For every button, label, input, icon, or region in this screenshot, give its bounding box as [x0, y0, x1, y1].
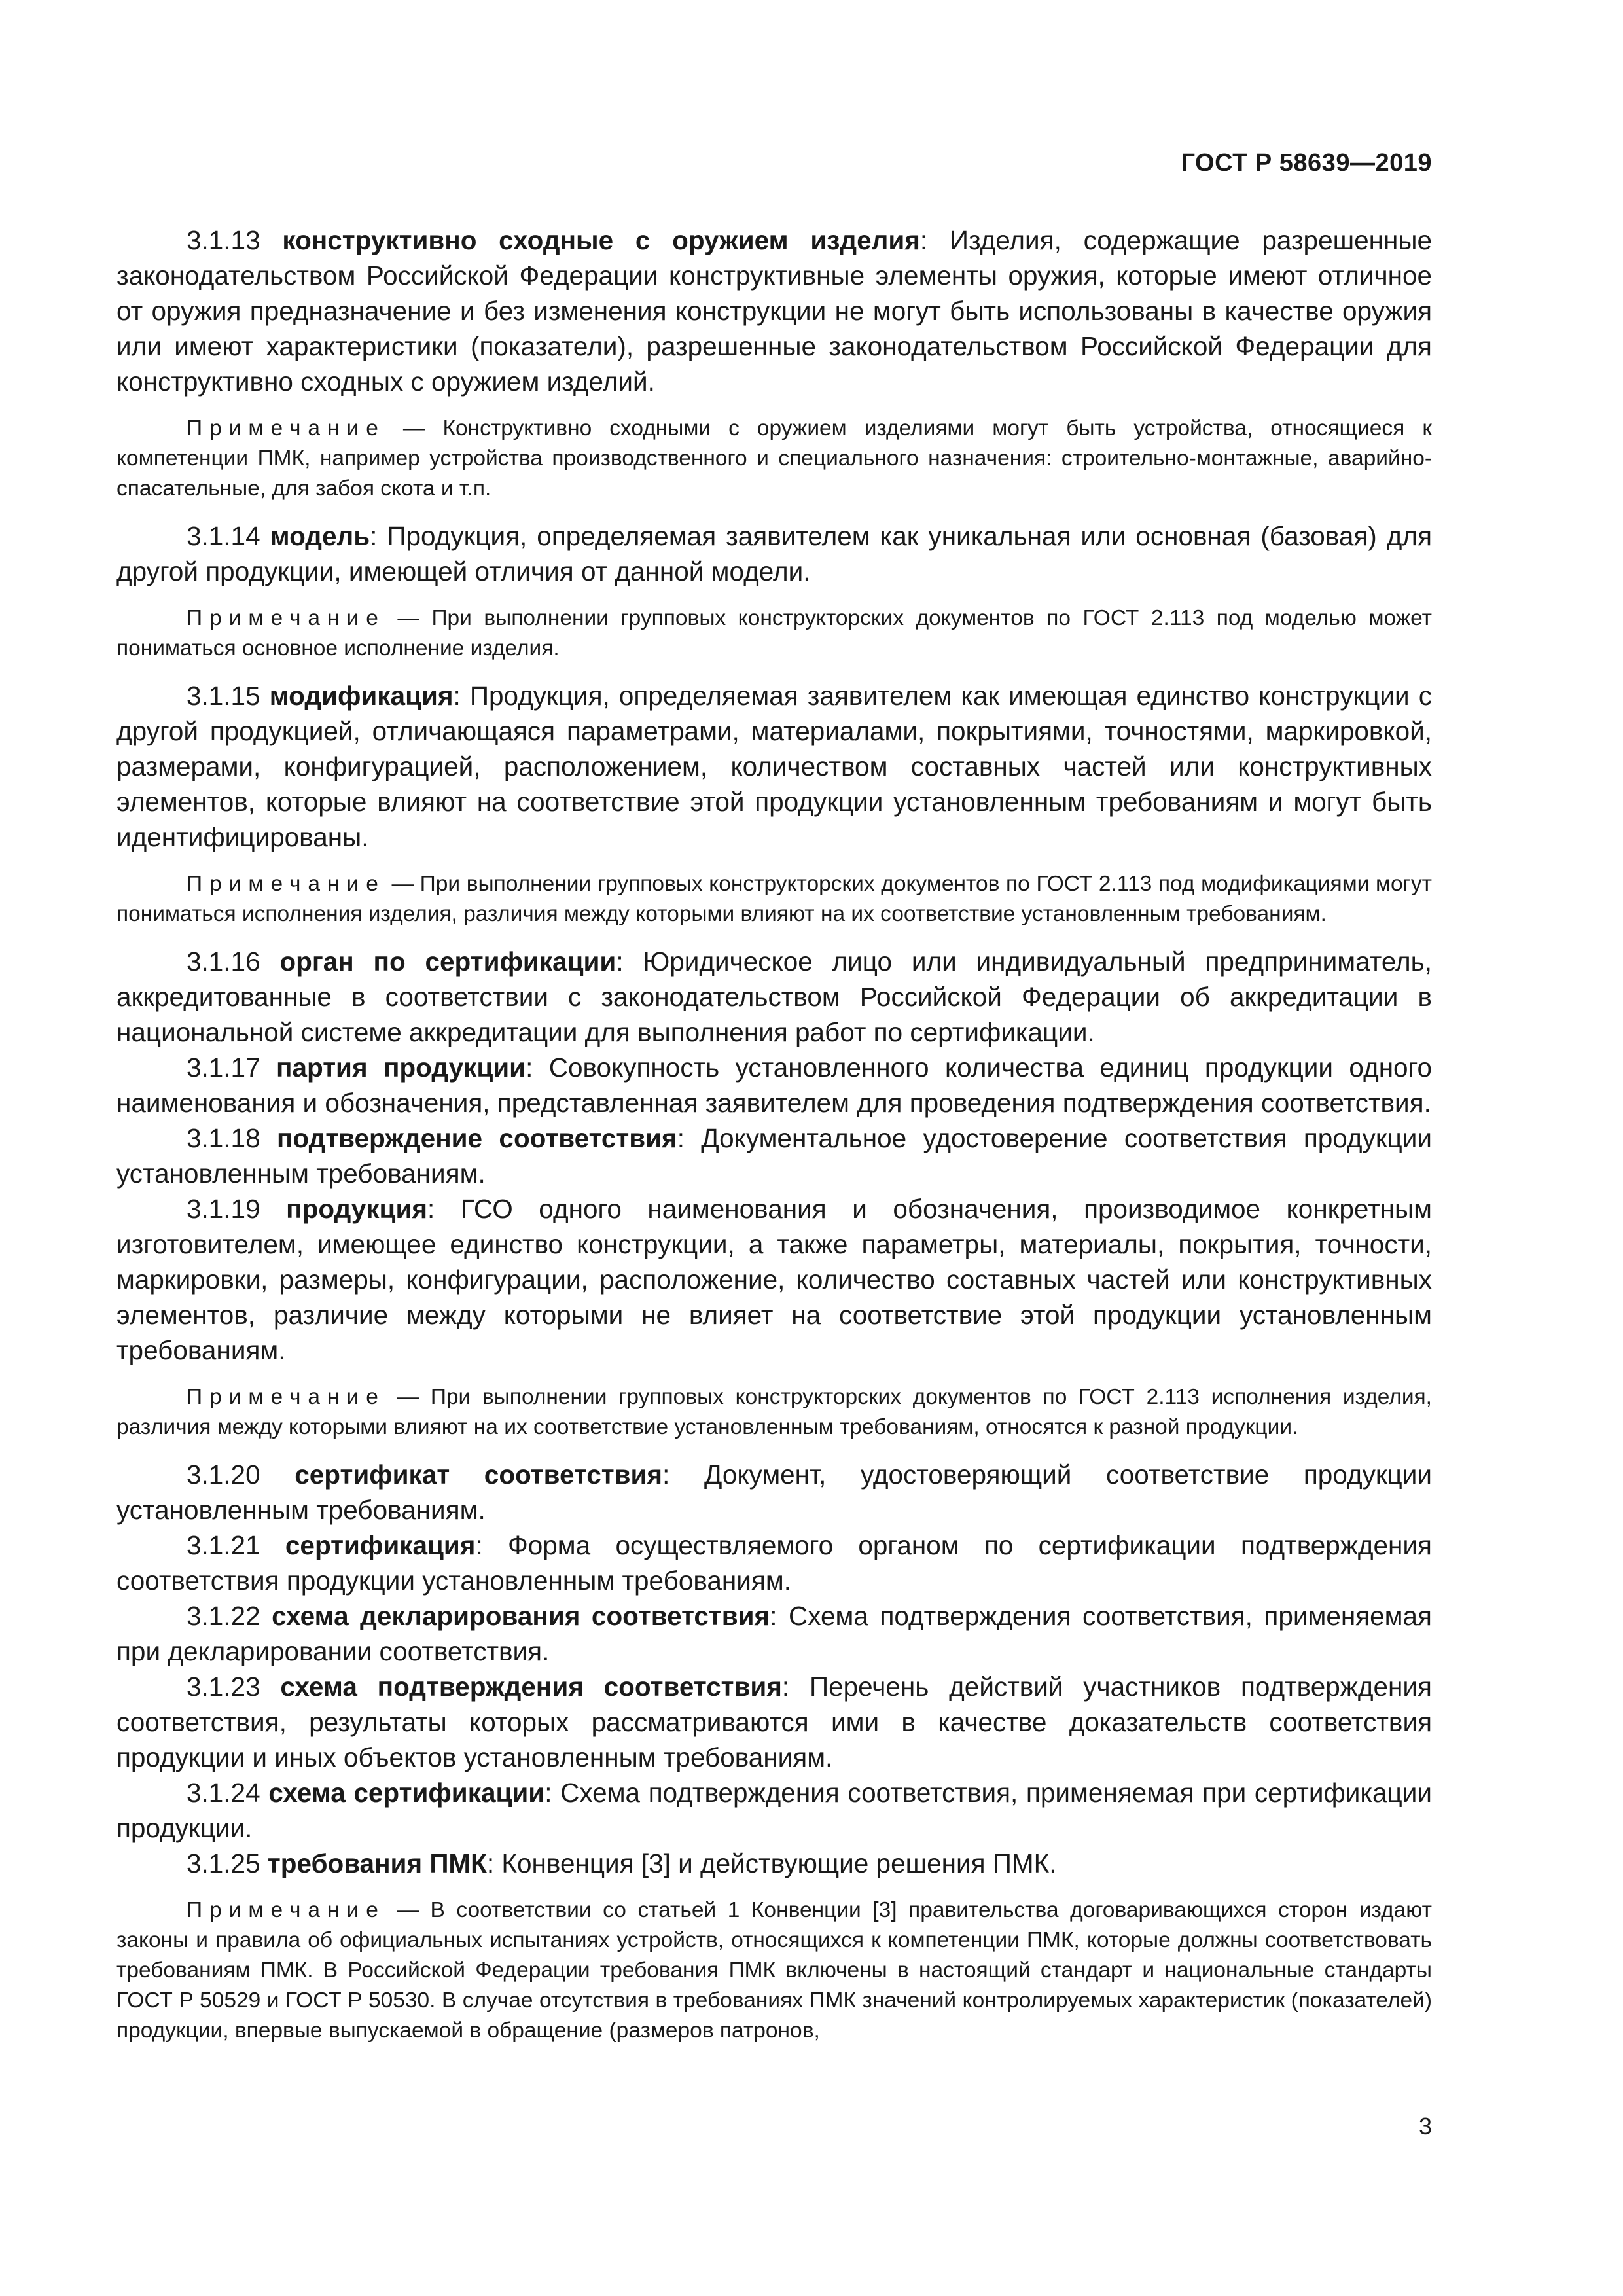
term-name: требования ПМК: [267, 1848, 487, 1878]
term-definition: Изделия, содержащие разрешенные законодательством Российской Федерации конструктивные элементы оружия, которые имеют отличное от оружия предназначение и без изменения конструкции не могут быть использованы в качестве оружия или имеют характеристики (показатели), разрешенные законодательством Российской Федерации для конструктивно сходных с оружием изделий.: [116, 225, 1432, 397]
term-definition: Продукция, определяемая заявителем как уникальная или основная (базовая) для другой продукции, имеющей отличия от данной модели.: [116, 521, 1432, 586]
term-name: модель: [270, 521, 370, 551]
term-number: 3.1.15: [187, 681, 260, 711]
term-3-1-24: 3.1.24 схема сертификации: Схема подтверждения соответствия, применяемая при сертификации продукции.: [116, 1778, 1432, 1843]
note-3-1-19: Примечание — При выполнении групповых конструкторских документов по ГОСТ 2.113 исполнения изделия, различия между которыми влияют на их соответствие установленным требованиям, относятся к разной продукции.: [116, 1385, 1432, 1439]
term-name: схема декларирования соответствия: [272, 1601, 770, 1631]
note-3-1-14: Примечание — При выполнении групповых конструкторских документов по ГОСТ 2.113 под моделью может пониматься основное исполнение изделия.: [116, 606, 1432, 660]
term-number: 3.1.25: [187, 1848, 260, 1878]
term-definition: Продукция, определяемая заявителем как имеющая единство конструкции с другой продукцией, отличающаяся параметрами, материалами, покрытиями, точностями, маркировкой, размерами, конфигурацией, расположением, количеством составных частей или конструктивных элементов, которые влияют на соответствие этой продукции установленным требованиям и могут быть идентифицированы.: [116, 681, 1432, 852]
note-text: При выполнении групповых конструкторских документов по ГОСТ 2.113 под модификациями могут пониматься исполнения изделия, различия между которыми влияют на их соответствие установленным требованиям.: [116, 872, 1432, 926]
term-number: 3.1.20: [187, 1460, 260, 1490]
term-name: конструктивно сходные с оружием изделия: [282, 225, 920, 255]
note-text: При выполнении групповых конструкторских документов по ГОСТ 2.113 исполнения изделия, различия между которыми влияют на их соответствие установленным требованиям, относятся к разной продукции.: [116, 1385, 1432, 1439]
term-name: сертификация: [285, 1530, 476, 1560]
term-definition: Конвенция [3] и действующие решения ПМК.: [501, 1848, 1057, 1878]
term-name: орган по сертификации: [279, 946, 616, 977]
note-3-1-25: Примечание — В соответствии со статьей 1 Конвенции [3] правительства договаривающихся сторон издают законы и правила об официальных испытаниях устройств, относящихся к компетенции ПМК, которые должны соответствовать требованиям ПМК. В Российской Федерации требования ПМК включены в настоящий стандарт и национальные стандарты ГОСТ Р 50529 и ГОСТ Р 50530. В случае отсутствия в требованиях ПМК значений контролируемых характеристик (показателей) продукции, впервые выпускаемой в обращение (размеров патронов,: [116, 1898, 1432, 2043]
term-definition: Юридическое лицо или индивидуальный предприниматель, аккредитованные в соответствии с законодательством Российской Федерации об аккредитации в национальной системе аккредитации для выполнения работ по сертификации.: [116, 946, 1432, 1047]
term-3-1-23: 3.1.23 схема подтверждения соответствия: Перечень действий участников подтверждения соответствия, результаты которых рассматриваются ими в качестве доказательств соответствия продукции и иных объектов установленным требованиям.: [116, 1672, 1432, 1772]
term-3-1-22: 3.1.22 схема декларирования соответствия: Схема подтверждения соответствия, применяемая при декларировании соответствия.: [116, 1601, 1432, 1666]
note-3-1-13: Примечание — Конструктивно сходными с оружием изделиями могут быть устройства, относящиеся к компетенции ПМК, например устройства производственного и специального назначения: строительно-монтажные, аварийно-спасательные, для забоя скота и т.п.: [116, 416, 1432, 501]
term-definition: Перечень действий участников подтверждения соответствия, результаты которых рассматриваются ими в качестве доказательств соответствия продукции и иных объектов установленным требованиям.: [116, 1672, 1432, 1772]
term-name: партия продукции: [276, 1052, 526, 1083]
term-definition: Совокупность установленного количества единиц продукции одного наименования и обозначения, представленная заявителем для проведения подтверждения соответствия.: [116, 1052, 1432, 1118]
note-label: Примечание: [187, 606, 385, 630]
term-3-1-16: 3.1.16 орган по сертификации: Юридическое лицо или индивидуальный предприниматель, аккредитованные в соответствии с законодательством Российской Федерации об аккредитации в национальной системе аккредитации для выполнения работ по сертификации.: [116, 946, 1432, 1047]
term-3-1-13: 3.1.13 конструктивно сходные с оружием изделия: Изделия, содержащие разрешенные законодательством Российской Федерации конструктивные элементы оружия, которые имеют отличное от оружия предназначение и без изменения конструкции не могут быть использованы в качестве оружия или имеют характеристики (показатели), разрешенные законодательством Российской Федерации для конструктивно сходных с оружием изделий.: [116, 225, 1432, 397]
term-name: подтверждение соответствия: [276, 1123, 677, 1153]
term-3-1-21: 3.1.21 сертификация: Форма осуществляемого органом по сертификации подтверждения соответствия продукции установленным требованиям.: [116, 1530, 1432, 1596]
term-definition: Документ, удостоверяющий соответствие продукции установленным требованиям.: [116, 1460, 1432, 1525]
term-definition: Схема подтверждения соответствия, применяемая при сертификации продукции.: [116, 1778, 1432, 1843]
term-definition: Документальное удостоверение соответствия продукции установленным требованиям.: [116, 1123, 1432, 1189]
term-number: 3.1.23: [187, 1672, 260, 1702]
note-label: Примечание: [187, 872, 385, 896]
term-number: 3.1.19: [187, 1194, 260, 1224]
term-3-1-17: 3.1.17 партия продукции: Совокупность установленного количества единиц продукции одного наименования и обозначения, представленная заявителем для проведения подтверждения соответствия.: [116, 1052, 1432, 1118]
term-3-1-14: 3.1.14 модель: Продукция, определяемая заявителем как уникальная или основная (базовая) для другой продукции, имеющей отличия от данной модели.: [116, 521, 1432, 586]
term-number: 3.1.22: [187, 1601, 260, 1631]
term-definition: Форма осуществляемого органом по сертификации подтверждения соответствия продукции установленным требованиям.: [116, 1530, 1432, 1596]
term-3-1-15: 3.1.15 модификация: Продукция, определяемая заявителем как имеющая единство конструкции с другой продукцией, отличающаяся параметрами, материалами, покрытиями, точностями, маркировкой, размерами, конфигурацией, расположением, количеством составных частей или конструктивных элементов, которые влияют на соответствие этой продукции установленным требованиям и могут быть идентифицированы.: [116, 681, 1432, 852]
note-label: Примечание: [187, 1385, 385, 1409]
term-name: схема сертификации: [268, 1778, 545, 1808]
term-number: 3.1.24: [187, 1778, 260, 1808]
term-name: продукция: [286, 1194, 427, 1224]
term-name: модификация: [269, 681, 454, 711]
term-name: схема подтверждения соответствия: [280, 1672, 782, 1702]
term-3-1-25: 3.1.25 требования ПМК: Конвенция [3] и действующие решения ПМК.: [187, 1848, 1057, 1878]
note-text: В соответствии со статьей 1 Конвенции [3] правительства договаривающихся сторон издают законы и правила об официальных испытаниях устройств, относящихся к компетенции ПМК, которые должны соответствовать требованиям ПМК. В Российской Федерации требования ПМК включены в настоящий стандарт и национальные стандарты ГОСТ Р 50529 и ГОСТ Р 50530. В случае отсутствия в требованиях ПМК значений контролируемых характеристик (показателей) продукции, впервые выпускаемой в обращение (размеров патронов,: [116, 1898, 1432, 2043]
page-number: 3: [1418, 2113, 1432, 2140]
term-number: 3.1.14: [187, 521, 260, 551]
term-definition: ГСО одного наименования и обозначения, производимое конкретным изготовителем, имеющее единство конструкции, а также параметры, материалы, покрытия, точности, маркировки, размеры, конфигурации, расположение, количество составных частей или конструктивных элементов, различие между которыми не влияет на соответствие этой продукции установленным требованиям.: [116, 1194, 1432, 1365]
note-label: Примечание: [187, 416, 385, 440]
term-number: 3.1.18: [187, 1123, 260, 1153]
term-3-1-19: 3.1.19 продукция: ГСО одного наименования и обозначения, производимое конкретным изготовителем, имеющее единство конструкции, а также параметры, материалы, покрытия, точности, маркировки, размеры, конфигурации, расположение, количество составных частей или конструктивных элементов, различие между которыми не влияет на соответствие этой продукции установленным требованиям.: [116, 1194, 1432, 1365]
term-name: сертификат соответствия: [294, 1460, 663, 1490]
document-designation: ГОСТ Р 58639—2019: [1181, 149, 1432, 177]
term-number: 3.1.16: [187, 946, 260, 977]
note-label: Примечание: [187, 1898, 385, 1922]
note-3-1-15: Примечание — При выполнении групповых конструкторских документов по ГОСТ 2.113 под модификациями могут пониматься исполнения изделия, различия между которыми влияют на их соответствие установленным требованиям.: [116, 872, 1432, 926]
term-definition: Схема подтверждения соответствия, применяемая при декларировании соответствия.: [116, 1601, 1432, 1666]
term-number: 3.1.17: [187, 1052, 260, 1083]
terms-section: [116, 223, 1432, 2046]
term-3-1-20: 3.1.20 сертификат соответствия: Документ, удостоверяющий соответствие продукции установленным требованиям.: [116, 1460, 1432, 1525]
note-text: Конструктивно сходными с оружием изделиями могут быть устройства, относящиеся к компетенции ПМК, например устройства производственного и специального назначения: строительно-монтажные, аварийно-спасательные, для забоя скота и т.п.: [116, 416, 1432, 501]
note-text: При выполнении групповых конструкторских документов по ГОСТ 2.113 под моделью может пониматься основное исполнение изделия.: [116, 606, 1432, 660]
term-number: 3.1.13: [187, 225, 260, 255]
term-3-1-18: 3.1.18 подтверждение соответствия: Документальное удостоверение соответствия продукции установленным требованиям.: [116, 1123, 1432, 1189]
term-number: 3.1.21: [187, 1530, 260, 1560]
